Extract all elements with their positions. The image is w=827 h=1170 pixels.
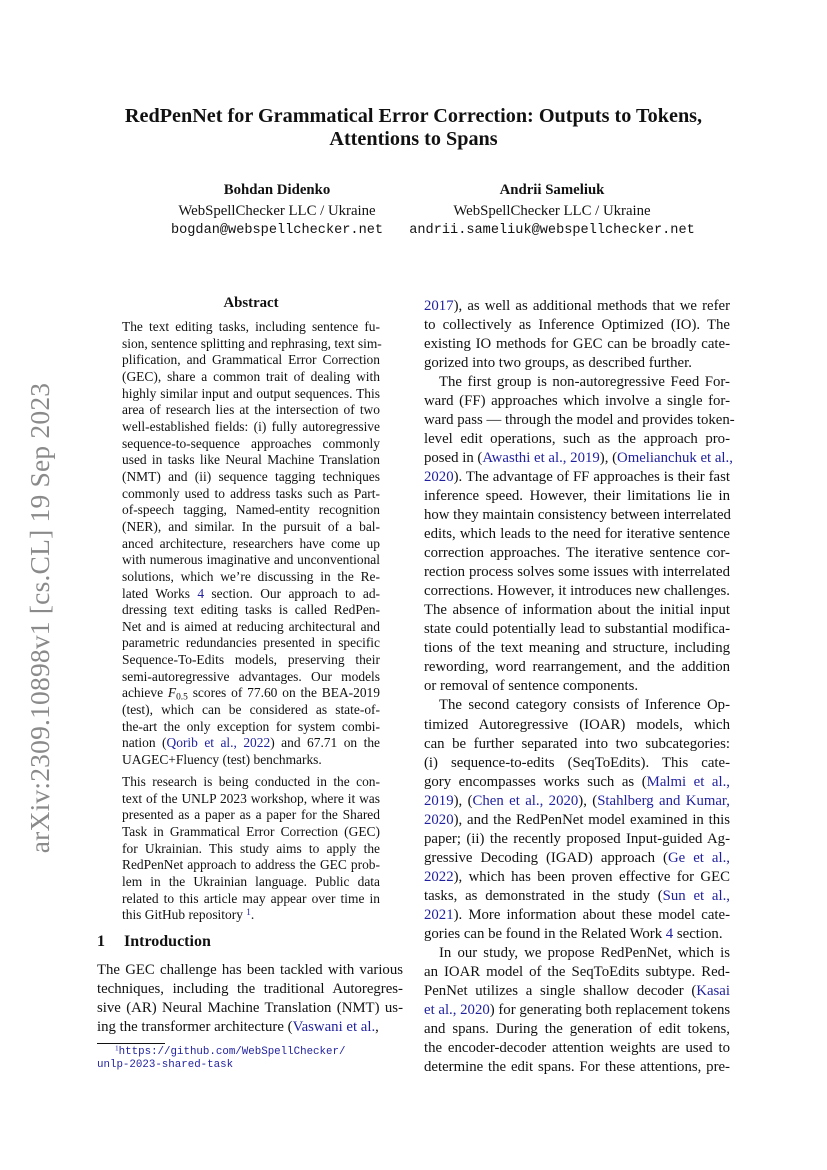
text-line — [122, 569, 380, 586]
math-variable: F — [167, 685, 177, 701]
text-segment: timized Autoregressive (IOAR) models, which — [424, 716, 730, 733]
text-segment: tasks, as demonstrated in the study ( — [424, 887, 663, 904]
text-segment: text of the UNLP 2023 workshop, where it was — [122, 790, 380, 806]
text-line — [424, 982, 730, 1001]
text-segment: semi-autoregressive advantages. Our models — [122, 668, 380, 684]
text-line — [424, 677, 730, 696]
text-segment: sion, sentence splitting and rephrasing, text sim- — [122, 335, 382, 351]
text-segment: UAGEC+Fluency (test) benchmarks. — [122, 752, 322, 768]
paragraph — [122, 774, 380, 924]
text-segment: achieve — [122, 685, 168, 701]
text-line — [122, 891, 380, 908]
text-line — [122, 841, 380, 858]
author-affiliation: WebSpellChecker LLC / Ukraine — [453, 202, 651, 219]
text-line — [424, 582, 730, 601]
text-line — [122, 791, 380, 808]
text-segment: area of research lies at the intersection of two — [122, 402, 380, 418]
author-name: Andrii Sameliuk — [499, 182, 605, 198]
text-segment: parametric redundancies presented in specific — [122, 635, 380, 651]
paragraph — [424, 696, 730, 944]
text-segment: ). More information about these model cate- — [453, 907, 730, 923]
text-segment: (GEC), share a common trait of dealing with — [122, 368, 380, 384]
text-line — [424, 696, 730, 715]
introduction-body-left — [97, 961, 403, 1037]
text-line — [424, 735, 730, 754]
text-line — [424, 1001, 730, 1020]
text-line — [424, 620, 730, 639]
text-segment: . — [250, 907, 255, 923]
text-segment: this GitHub repository — [122, 907, 247, 923]
text-line — [122, 536, 380, 553]
text-line — [424, 658, 730, 677]
text-line — [424, 849, 730, 868]
text-segment: ), as well as additional methods that we refer — [453, 297, 730, 314]
text-segment: well-established fields: (i) fully autoregressive — [122, 418, 380, 434]
text-segment: section. Our approach to ad- — [204, 585, 381, 601]
citation-link[interactable]: 4 — [197, 585, 205, 601]
text-segment: solutions, which we’re discussing in the Re- — [122, 568, 380, 584]
text-segment: commonly used to address tasks such as Part- — [122, 485, 380, 501]
footnote-rule — [97, 1043, 165, 1044]
text-segment: ), ( — [453, 792, 473, 809]
text-segment: an IOAR model of the SeqToEdits subtype. Red- — [424, 964, 730, 981]
text-line — [424, 830, 730, 849]
text-line — [122, 685, 380, 702]
text-segment: plification, and Grammatical Error Correction — [122, 352, 380, 368]
citation-link[interactable]: Qorib et al., 2022 — [166, 735, 271, 751]
text-segment: lated Works — [122, 585, 198, 601]
text-segment: In our study, we propose RedPenNet, which is — [439, 945, 730, 962]
citation-link[interactable]: Chen et al., 2020 — [472, 792, 579, 809]
citation-link[interactable]: Stahlberg and Kumar, — [597, 792, 730, 809]
text-segment: This research is being conducted in the con- — [122, 774, 380, 790]
text-segment: and spans. During the generation of edit tokens, — [424, 1021, 730, 1038]
title-line: RedPenNet for Grammatical Error Correction: Outputs to Tokens, — [124, 105, 703, 127]
text-line — [424, 506, 730, 525]
text-line — [122, 807, 380, 824]
citation-link[interactable]: Vaswani et al. — [292, 1019, 376, 1035]
text-line — [97, 961, 403, 980]
text-line — [122, 552, 380, 569]
math-symbol — [167, 685, 188, 703]
text-segment: sequence-to-sequence approaches commonly — [122, 435, 380, 451]
footnote-marker: 1 — [115, 1043, 119, 1053]
text-line — [424, 601, 730, 620]
text-line — [424, 773, 730, 792]
text-line — [122, 824, 380, 841]
text-line — [122, 907, 380, 924]
text-line — [122, 652, 380, 669]
text-segment: gressive Decoding (IGAD) approach ( — [424, 849, 668, 866]
text-line — [122, 402, 380, 419]
text-line — [424, 373, 730, 392]
text-segment: ), ( — [578, 792, 598, 809]
text-segment: ), and the RedPenNet model examined in this — [453, 811, 730, 828]
author-email[interactable]: andrii.sameliuk@webspellchecker.net — [409, 223, 695, 238]
text-segment: paper; (ii) the recently proposed Input-guided Ag- — [424, 830, 730, 847]
paragraph — [424, 373, 735, 697]
text-segment: Net and is aimed at reducing architectural and — [122, 618, 380, 634]
text-line — [122, 486, 380, 503]
text-line — [122, 774, 380, 791]
text-segment: presented as a paper as a paper for the Shared — [122, 807, 380, 823]
text-segment: posed in ( — [424, 449, 483, 466]
text-segment: correction approaches. The iterative sentence cor- — [424, 545, 730, 562]
text-line — [122, 319, 380, 336]
text-segment: edits, which leads to the need for iterative sentence — [424, 526, 730, 543]
paragraph — [424, 297, 730, 373]
text-segment: to collectively as Inference Optimized (IO). The — [424, 316, 730, 333]
text-line — [122, 619, 380, 636]
text-segment: techniques, including the traditional Autoregres- — [97, 981, 403, 997]
text-segment: related to this article may appear over time in — [122, 890, 380, 906]
text-segment: the encoder-decoder attention weights are used to — [424, 1040, 730, 1057]
text-line — [122, 635, 380, 652]
author-block — [171, 180, 383, 242]
text-line — [424, 430, 730, 449]
text-line — [424, 487, 730, 506]
math-subscript: 0.5 — [176, 692, 188, 703]
author-block — [409, 180, 695, 242]
text-line — [122, 669, 380, 686]
text-line — [97, 980, 403, 999]
paragraph — [424, 944, 730, 1077]
text-line — [424, 449, 733, 468]
text-line — [424, 468, 730, 487]
text-line — [424, 316, 730, 335]
citation-link[interactable]: 2017 — [424, 297, 454, 314]
text-segment: determine the edit spans. For these attentions, pre- — [424, 1059, 730, 1076]
text-segment: ), which has been proven effective for GEC — [453, 868, 730, 885]
text-line — [424, 944, 730, 963]
text-segment: corrections. However, it introduces new challenges. — [424, 583, 730, 600]
text-line — [122, 436, 380, 453]
text-segment: RedPenNet approach to address the GEC prob- — [122, 857, 380, 873]
text-segment: The second category consists of Inference Op- — [439, 697, 730, 714]
text-segment: The GEC challenge has been tackled with various — [97, 962, 403, 978]
text-segment: highly similar input and output sequences. This — [122, 385, 380, 401]
paragraph — [97, 961, 403, 1037]
text-line — [122, 719, 380, 736]
text-segment: gory encompasses works such as ( — [424, 773, 647, 790]
text-line — [424, 716, 730, 735]
text-line — [424, 925, 730, 944]
text-segment: ward (FF) approaches which involve a single for- — [424, 392, 730, 409]
text-segment: or removal of sentence components. — [424, 678, 639, 695]
citation-link[interactable]: Awasthi et al., 2019 — [482, 449, 600, 466]
footnote-link[interactable]: https://github.com/WebSpellChecker/ — [118, 1046, 346, 1058]
text-segment: used in tasks like Neural Machine Translation — [122, 452, 380, 468]
text-segment: gories can be found in the Related Work — [424, 926, 666, 943]
text-line — [424, 1039, 730, 1058]
text-line — [424, 639, 730, 658]
text-line — [122, 369, 380, 386]
author-affiliation: WebSpellChecker LLC / Ukraine — [178, 202, 376, 219]
text-segment: The first group is non-autoregressive Feed For- — [439, 373, 730, 390]
text-line — [97, 1018, 403, 1037]
text-segment: anced architecture, researchers have come up — [122, 535, 380, 551]
text-segment: the-art the only exception for system combi- — [122, 718, 380, 734]
text-line — [424, 906, 730, 925]
text-line — [424, 868, 730, 887]
citation-link[interactable]: 2021 — [424, 907, 454, 923]
text-line — [122, 386, 380, 403]
footnote-reference-link[interactable]: 1 — [246, 907, 251, 918]
citation-link[interactable]: et al., 2020 — [424, 1002, 490, 1019]
text-segment: how they maintain consistency between interrelated — [424, 507, 731, 524]
text-line — [122, 452, 380, 469]
text-segment: Task in Grammatical Error Correction (GEC) — [122, 823, 380, 839]
citation-link[interactable]: 2022 — [424, 868, 454, 885]
text-segment: (NER), and similar. In the pursuit of a bal- — [122, 518, 380, 534]
text-line — [424, 335, 730, 354]
citation-link[interactable]: Ge et al., — [667, 849, 730, 866]
text-line — [122, 519, 380, 536]
text-line — [122, 419, 380, 436]
paper-title — [0, 105, 827, 151]
text-line — [424, 354, 730, 373]
text-line — [122, 469, 380, 486]
citation-link[interactable]: 2020 — [424, 811, 454, 828]
text-line — [424, 963, 730, 982]
citation-link[interactable]: 4 — [665, 926, 674, 943]
text-line — [424, 1020, 730, 1039]
text-segment: ), ( — [599, 449, 618, 466]
text-segment: for Ukrainian. This study aims to apply the — [122, 840, 380, 856]
text-line — [122, 735, 380, 752]
text-segment: rewording, word rearrangement, and the addition — [424, 659, 730, 676]
text-segment: of-speech tagging, Named-entity recognition — [122, 502, 380, 518]
text-segment: (i) sequence-to-edits (SeqToEdits). This cate- — [424, 754, 730, 771]
text-segment: tions of the text meaning and structure, including — [424, 640, 730, 657]
abstract-heading: Abstract — [223, 295, 279, 311]
text-segment: dressing text editing tasks is called RedPen- — [122, 602, 380, 618]
text-segment: level edit operations, such as the approach pro- — [424, 430, 730, 447]
text-segment: (NMT) and (ii) sequence tagging techniques — [122, 468, 380, 484]
text-segment: scores of 77.60 on the BEA-2019 — [187, 685, 380, 701]
text-segment: Sequence-To-Edits models, preserving their — [122, 652, 380, 668]
citation-link[interactable]: 2019 — [424, 792, 454, 809]
text-segment: section. — [673, 926, 723, 943]
citation-link[interactable]: Kasai — [696, 983, 730, 1000]
text-segment: PenNet utilizes a single shallow decoder ( — [424, 983, 697, 1000]
text-segment: state could potentially lead to substantial modifica- — [424, 621, 730, 638]
text-line — [424, 411, 735, 430]
author-email[interactable]: bogdan@webspellchecker.net — [170, 223, 384, 238]
citation-link[interactable]: Sun et al., — [662, 887, 730, 904]
text-segment: ) for generating both replacement tokens — [489, 1002, 731, 1019]
text-segment: rection process solves some issues with interrelated — [424, 564, 730, 581]
citation-link[interactable]: Malmi et al., — [646, 773, 730, 790]
text-segment: ing the transformer architecture ( — [97, 1019, 293, 1035]
paragraph — [122, 319, 380, 769]
text-segment: sive (AR) Neural Machine Translation (NMT) us- — [97, 1000, 403, 1016]
abstract-body — [122, 319, 380, 924]
text-line — [424, 792, 730, 811]
text-line — [122, 502, 380, 519]
text-segment: ward pass — through the model and provides token- — [424, 411, 735, 428]
text-line — [424, 392, 730, 411]
text-line — [122, 602, 380, 619]
text-segment: ). The advantage of FF approaches is their fast — [453, 468, 730, 485]
text-segment: gorized into two groups, as described further. — [424, 354, 692, 371]
text-line — [122, 702, 380, 719]
section-number: 1 — [97, 933, 105, 950]
text-segment: The text editing tasks, including sentence fu- — [122, 319, 380, 334]
text-line — [122, 874, 380, 891]
footnote — [97, 1043, 346, 1072]
text-segment: existing IO methods for GEC can be broadly cate- — [424, 335, 730, 352]
section-heading: Introduction — [124, 933, 211, 950]
text-line — [122, 336, 380, 353]
footnote-link[interactable]: unlp-2023-shared-task — [97, 1059, 234, 1071]
text-line — [424, 887, 730, 906]
arxiv-identifier-stamp: arXiv:2309.10898v1 [cs.CL] 19 Sep 2023 — [24, 382, 55, 854]
text-line — [424, 563, 730, 582]
text-segment: can be further separated into two subcategories: — [424, 735, 730, 752]
text-line — [424, 811, 730, 830]
citation-link[interactable]: 2020 — [424, 468, 454, 485]
text-line — [122, 352, 380, 369]
text-segment: ) and 67.71 on the — [270, 735, 380, 751]
title-line: Attentions to Spans — [329, 128, 498, 150]
text-line — [122, 857, 380, 874]
text-segment: (test), which can be considered as state-of- — [122, 702, 380, 718]
text-line — [424, 297, 730, 316]
text-line — [97, 999, 403, 1018]
text-line — [424, 525, 730, 544]
text-line — [424, 1058, 730, 1077]
text-line — [122, 586, 380, 603]
text-segment: , — [375, 1019, 379, 1035]
text-segment: The absence of information about the initial input — [424, 602, 730, 619]
text-line — [122, 752, 380, 769]
text-line — [424, 544, 730, 563]
text-segment: with numerous imaginative and unconventional — [122, 552, 380, 568]
citation-link[interactable]: Omelianchuk et al., — [617, 449, 733, 466]
text-line — [424, 754, 730, 773]
introduction-body-right — [424, 297, 735, 1078]
text-segment: lem in the Ukrainian language. Public data — [122, 873, 380, 889]
text-segment: nation ( — [122, 735, 167, 751]
text-segment: inference speed. However, their limitations lie in — [424, 487, 730, 504]
author-name: Bohdan Didenko — [223, 182, 331, 198]
